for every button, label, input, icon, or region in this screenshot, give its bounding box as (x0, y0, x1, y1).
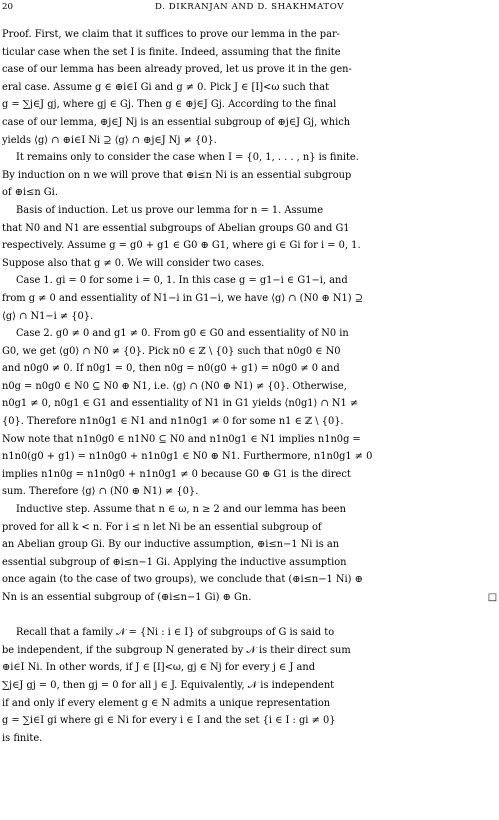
paragraph-basis (2, 202, 497, 272)
text-line: ⊕i∈I Ni. In other words, if J ∈ [I]<ω, gj ∈ Nj for every j ∈ J and (2, 662, 316, 674)
paragraph-inductive-step (2, 501, 497, 607)
text-line: sum. Therefore ⟨g⟩ ∩ (N0 ⊕ N1) ≠ {0}. (2, 486, 199, 498)
text-line: Now note that n1n0g0 ∈ n1N0 ⊆ N0 and n1n0g1 ∈ N1 implies n1n0g = (2, 433, 361, 445)
text-line: that N0 and N1 are essential subgroups of Abelian groups G0 and G1 (2, 222, 350, 234)
text-line (2, 589, 497, 607)
text-line: an Abelian group Gi. By our inductive assumption, ⊕i≤n−1 Ni is an (2, 539, 340, 551)
text-line: essential subgroup of ⊕i≤n−1 Gi. Applying the inductive assumption (2, 556, 347, 568)
text-line: Case 1. gi = 0 for some i = 0, 1. In this case g = g1−i ∈ G1−i, and (16, 275, 348, 287)
text-line: eral case. Assume g ∈ ⊕i∈I Gi and g ≠ 0. Pick J ∈ [I]<ω such that (2, 81, 330, 93)
text-line: n1n0(g0 + g1) = n1n0g0 + n1n0g1 ∈ N0 ⊕ N1. Furthermore, n1n0g1 ≠ 0 (2, 451, 373, 463)
text-line: {0}. Therefore n1n0g1 ∈ N1 and n1n0g1 ≠ 0 for some n1 ∈ ℤ \ {0}. (2, 416, 344, 428)
text-line: proved for all k < n. For i ≤ n let Ni be an essential subgroup of (2, 521, 322, 533)
paragraph-remains (2, 149, 497, 202)
text-line: Recall that a family 𝒩 = {Ni : i ∈ I} of subgroups of G is said to (16, 627, 335, 639)
paragraph-gap (2, 607, 497, 625)
qed-mark: □ (487, 592, 497, 603)
paragraph-recall (2, 624, 497, 747)
text-line: It remains only to consider the case when I = {0, 1, . . . , n} is finite. (16, 152, 359, 164)
page-number: 20 (2, 2, 13, 12)
text-line: if and only if every element g ∈ N admits a unique representation (2, 697, 331, 709)
text-line: Case 2. g0 ≠ 0 and g1 ≠ 0. From g0 ∈ G0 and essentiality of N0 in (16, 328, 349, 340)
text-line: from g ≠ 0 and essentiality of N1−i in G1−i, we have ⟨g⟩ ∩ (N0 ⊕ N1) ⊇ (2, 292, 363, 304)
text-line: yields ⟨g⟩ ∩ ⊕i∈I Ni ⊇ ⟨g⟩ ∩ ⊕j∈J Nj ≠ {0}. (2, 134, 217, 146)
text-line: g = ∑j∈J gj, where gj ∈ Gj. Then g ∈ ⊕j∈J Gj. According to the final (2, 99, 337, 111)
text-line: of ⊕i≤n Gi. (2, 187, 58, 199)
paragraph-proof (2, 26, 497, 149)
text-line: implies n1n0g = n1n0g0 + n1n0g1 ≠ 0 because G0 ⊕ G1 is the direct (2, 468, 351, 480)
text-line-content: Nn is an essential subgroup of (⊕i≤n−1 Gi) ⊕ Gn. (2, 592, 252, 603)
text-line: G0, we get ⟨g0⟩ ∩ N0 ≠ {0}. Pick n0 ∈ ℤ \ {0} such that n0g0 ∈ N0 (2, 345, 341, 357)
page-header (0, 1, 499, 13)
text-line: By induction on n we will prove that ⊕i≤n Ni is an essential subgroup (2, 169, 352, 181)
text-line: be independent, if the subgroup N generated by 𝒩 is their direct sum (2, 644, 351, 656)
text-line: ticular case when the set I is finite. Indeed, assuming that the finite (2, 46, 341, 58)
text-line: n0g1 ≠ 0, n0g1 ∈ G1 and essentiality of N1 in G1 yields ⟨n0g1⟩ ∩ N1 ≠ (2, 398, 359, 410)
text-line: and n0g0 ≠ 0. If n0g1 = 0, then n0g = n0(g0 + g1) = n0g0 ≠ 0 and (2, 363, 340, 375)
text-line: case of our lemma has been already proved, let us prove it in the gen- (2, 64, 352, 76)
text-line: once again (to the case of two groups), we conclude that (⊕i≤n−1 Ni) ⊕ (2, 574, 363, 586)
text-line: ∑j∈J gj = 0, then gj = 0 for all j ∈ J. Equivalently, 𝒩 is independent (2, 679, 335, 691)
text-line: Proof. First, we claim that it suffices to prove our lemma in the par- (2, 29, 341, 40)
paragraph-case-1 (2, 272, 497, 325)
text-line: n0g = n0g0 ∈ N0 ⊆ N0 ⊕ N1, i.e. ⟨g⟩ ∩ (N0 ⊕ N1) ≠ {0}. Otherwise, (2, 380, 347, 392)
paragraph-case-2 (2, 325, 497, 501)
text-line: Inductive step. Assume that n ∈ ω, n ≥ 2 and our lemma has been (16, 504, 346, 516)
text-line: respectively. Assume g = g0 + g1 ∈ G0 ⊕ G1, where gi ∈ Gi for i = 0, 1. (2, 240, 361, 252)
text-line: case of our lemma, ⊕j∈J Nj is an essential subgroup of ⊕j∈J Gj, which (2, 116, 351, 128)
running-head: D. DIKRANJAN AND D. SHAKHMATOV (154, 2, 345, 12)
body-text (2, 26, 497, 747)
text-line: g = ∑i∈I gi where gi ∈ Ni for every i ∈ I and the set {i ∈ I : gi ≠ 0} (2, 715, 336, 727)
text-line: Suppose also that g ≠ 0. We will consider two cases. (2, 257, 265, 269)
text-line: Basis of induction. Let us prove our lemma for n = 1. Assume (16, 204, 324, 216)
text-line: ⟨g⟩ ∩ N1−i ≠ {0}. (2, 310, 94, 322)
text-line: is finite. (2, 732, 43, 744)
